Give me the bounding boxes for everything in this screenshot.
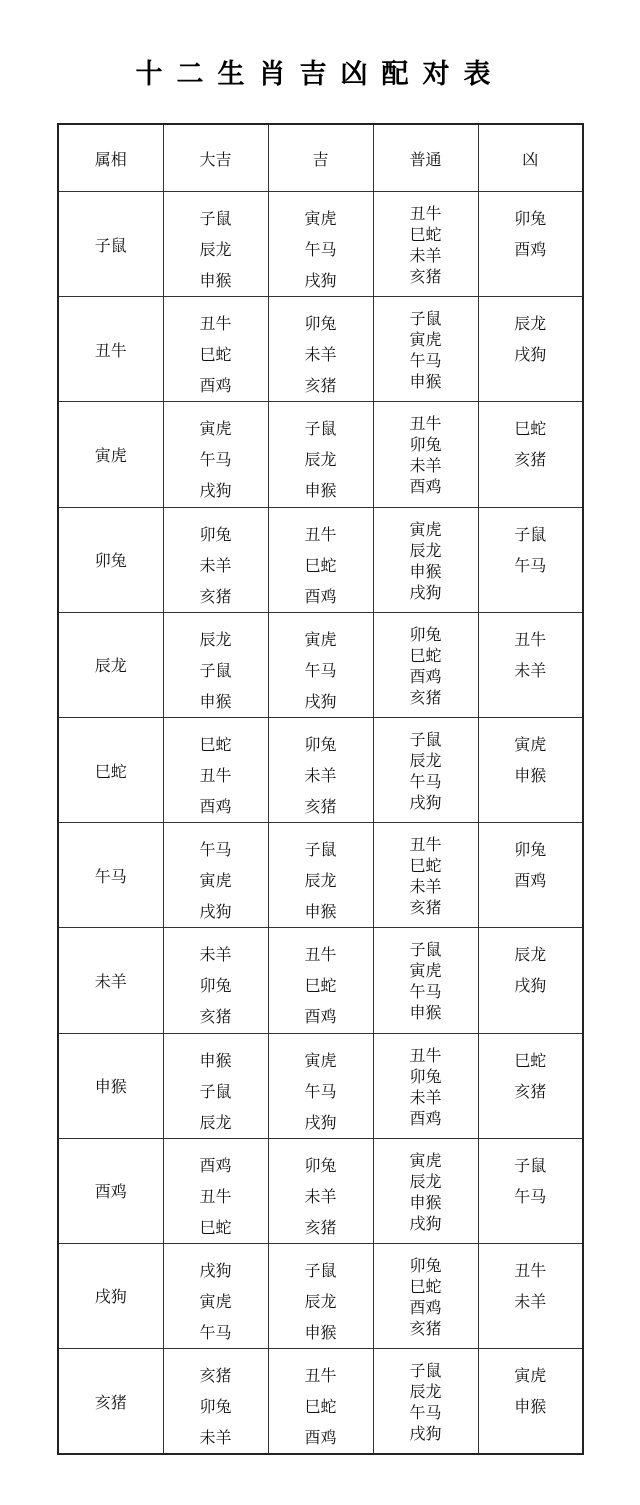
zodiac-entry: 子鼠 bbox=[304, 419, 337, 439]
zodiac-entry: 辰龙 bbox=[304, 1291, 337, 1311]
zodiac-entry: 戌狗 bbox=[199, 1260, 232, 1280]
zodiac-cell: 午马 bbox=[58, 823, 163, 928]
zodiac-entry: 子鼠 bbox=[514, 1155, 547, 1175]
zodiac-entry: 酉鸡 bbox=[514, 240, 547, 259]
zodiac-entry: 午马 bbox=[409, 771, 442, 791]
zodiac-entry: 子鼠 bbox=[409, 940, 442, 960]
zodiac-entry: 午马 bbox=[199, 450, 232, 470]
zodiac-entry: 戌狗 bbox=[199, 902, 232, 922]
zodiac-entry: 申猴 bbox=[199, 1050, 232, 1070]
zodiac-entry: 未羊 bbox=[199, 1428, 232, 1448]
zodiac-entry: 巳蛇 bbox=[409, 225, 442, 244]
zodiac-entry: 戌狗 bbox=[199, 481, 232, 501]
page-title: 十二生肖吉凶配对表 bbox=[135, 59, 505, 90]
neutral-cell bbox=[373, 402, 478, 507]
bad-match-cell bbox=[478, 928, 583, 1033]
good-match-cell bbox=[268, 1243, 373, 1348]
neutral-cell bbox=[373, 717, 478, 822]
zodiac-entry: 亥猪 bbox=[304, 1217, 337, 1237]
zodiac-entry: 未羊 bbox=[199, 555, 232, 575]
zodiac-entry: 辰龙 bbox=[199, 240, 232, 259]
bad-match-cell bbox=[478, 1138, 583, 1243]
zodiac-entry: 丑牛 bbox=[304, 524, 337, 544]
zodiac-entry: 子鼠 bbox=[199, 209, 232, 228]
bad-match-cell bbox=[478, 612, 583, 717]
zodiac-entry: 未羊 bbox=[514, 1291, 547, 1311]
zodiac-entry: 子鼠 bbox=[304, 840, 337, 860]
zodiac-entry: 未羊 bbox=[304, 1186, 337, 1206]
bad-match-cell bbox=[478, 192, 583, 297]
zodiac-entry: 亥猪 bbox=[199, 1366, 232, 1386]
bad-match-cell bbox=[478, 1243, 583, 1348]
zodiac-entry: 亥猪 bbox=[199, 1007, 232, 1027]
zodiac-cell: 戌狗 bbox=[58, 1243, 163, 1348]
neutral-cell bbox=[373, 297, 478, 402]
zodiac-entry: 辰龙 bbox=[409, 1382, 442, 1402]
zodiac-entry: 亥猪 bbox=[304, 376, 337, 396]
zodiac-entry: 戌狗 bbox=[409, 1424, 442, 1444]
good-match-cell bbox=[268, 402, 373, 507]
zodiac-entry: 酉鸡 bbox=[409, 477, 442, 497]
zodiac-entry: 卯兔 bbox=[409, 435, 442, 455]
zodiac-entry: 辰龙 bbox=[304, 450, 337, 470]
zodiac-entry: 酉鸡 bbox=[304, 1428, 337, 1448]
good-match-cell bbox=[268, 717, 373, 822]
zodiac-entry: 午马 bbox=[514, 555, 547, 575]
table-row bbox=[58, 402, 583, 507]
zodiac-entry: 丑牛 bbox=[409, 835, 442, 855]
zodiac-entry: 申猴 bbox=[304, 902, 337, 922]
zodiac-entry: 子鼠 bbox=[199, 660, 232, 680]
best-match-cell bbox=[163, 823, 268, 928]
zodiac-entry: 辰龙 bbox=[409, 540, 442, 560]
zodiac-entry: 酉鸡 bbox=[199, 376, 232, 396]
zodiac-entry: 未羊 bbox=[514, 660, 547, 680]
zodiac-entry: 申猴 bbox=[199, 271, 232, 290]
table-row bbox=[58, 1243, 583, 1348]
zodiac-entry: 午马 bbox=[409, 351, 442, 371]
zodiac-cell: 寅虎 bbox=[58, 402, 163, 507]
bad-match-cell bbox=[478, 823, 583, 928]
neutral-cell bbox=[373, 192, 478, 297]
zodiac-entry: 寅虎 bbox=[514, 734, 547, 754]
zodiac-entry: 子鼠 bbox=[199, 1081, 232, 1101]
zodiac-entry: 酉鸡 bbox=[304, 1007, 337, 1027]
bad-match-cell bbox=[478, 297, 583, 402]
zodiac-entry: 卯兔 bbox=[199, 976, 232, 996]
zodiac-entry: 未羊 bbox=[409, 246, 442, 265]
good-match-cell bbox=[268, 928, 373, 1033]
zodiac-entry: 卯兔 bbox=[304, 734, 337, 754]
table-row bbox=[58, 612, 583, 717]
zodiac-entry: 酉鸡 bbox=[199, 796, 232, 816]
zodiac-entry: 申猴 bbox=[514, 1397, 547, 1417]
zodiac-entry: 亥猪 bbox=[514, 450, 547, 470]
neutral-cell bbox=[373, 823, 478, 928]
zodiac-entry: 午马 bbox=[409, 982, 442, 1002]
zodiac-entry: 丑牛 bbox=[199, 1186, 232, 1206]
zodiac-entry: 酉鸡 bbox=[199, 1155, 232, 1175]
zodiac-entry: 午马 bbox=[304, 660, 337, 680]
table-body bbox=[58, 192, 583, 1455]
zodiac-entry: 巳蛇 bbox=[304, 1397, 337, 1417]
good-match-cell bbox=[268, 1033, 373, 1138]
zodiac-entry: 辰龙 bbox=[514, 314, 547, 334]
zodiac-entry: 丑牛 bbox=[514, 1260, 547, 1280]
best-match-cell bbox=[163, 1033, 268, 1138]
neutral-cell bbox=[373, 507, 478, 612]
bad-match-cell bbox=[478, 507, 583, 612]
zodiac-entry: 亥猪 bbox=[304, 796, 337, 816]
zodiac-entry: 戌狗 bbox=[514, 345, 547, 365]
zodiac-entry: 午马 bbox=[514, 1186, 547, 1206]
zodiac-entry: 寅虎 bbox=[304, 1050, 337, 1070]
neutral-cell bbox=[373, 1138, 478, 1243]
zodiac-entry: 寅虎 bbox=[199, 871, 232, 891]
best-match-cell bbox=[163, 192, 268, 297]
good-match-cell bbox=[268, 823, 373, 928]
best-match-cell bbox=[163, 1243, 268, 1348]
best-match-cell bbox=[163, 717, 268, 822]
zodiac-entry: 戌狗 bbox=[304, 1112, 337, 1132]
zodiac-entry: 午马 bbox=[199, 840, 232, 860]
bad-match-cell bbox=[478, 1349, 583, 1455]
zodiac-entry: 辰龙 bbox=[409, 1171, 442, 1191]
zodiac-entry: 巳蛇 bbox=[409, 645, 442, 665]
neutral-cell bbox=[373, 1349, 478, 1455]
best-match-cell bbox=[163, 928, 268, 1033]
zodiac-entry: 丑牛 bbox=[304, 1366, 337, 1386]
table-row bbox=[58, 928, 583, 1033]
zodiac-entry: 卯兔 bbox=[199, 524, 232, 544]
header-good-match: 吉 bbox=[268, 124, 373, 192]
zodiac-entry: 申猴 bbox=[514, 765, 547, 785]
zodiac-cell: 申猴 bbox=[58, 1033, 163, 1138]
zodiac-entry: 卯兔 bbox=[304, 314, 337, 334]
zodiac-entry: 亥猪 bbox=[409, 898, 442, 918]
table-row bbox=[58, 297, 583, 402]
zodiac-entry: 辰龙 bbox=[304, 871, 337, 891]
zodiac-entry: 巳蛇 bbox=[409, 856, 442, 876]
zodiac-cell: 卯兔 bbox=[58, 507, 163, 612]
table-row bbox=[58, 1349, 583, 1455]
zodiac-entry: 寅虎 bbox=[409, 330, 442, 350]
zodiac-entry: 卯兔 bbox=[409, 624, 442, 644]
zodiac-entry: 寅虎 bbox=[199, 1291, 232, 1311]
zodiac-entry: 丑牛 bbox=[199, 314, 232, 334]
header-bad-match: 凶 bbox=[478, 124, 583, 192]
header-neutral: 普通 bbox=[373, 124, 478, 192]
zodiac-entry: 寅虎 bbox=[409, 1150, 442, 1170]
best-match-cell bbox=[163, 402, 268, 507]
zodiac-entry: 申猴 bbox=[409, 1003, 442, 1023]
zodiac-entry: 亥猪 bbox=[514, 1081, 547, 1101]
zodiac-entry: 丑牛 bbox=[514, 629, 547, 649]
zodiac-entry: 子鼠 bbox=[304, 1260, 337, 1280]
zodiac-entry: 丑牛 bbox=[409, 204, 442, 223]
zodiac-entry: 申猴 bbox=[409, 1192, 442, 1212]
table-row bbox=[58, 1033, 583, 1138]
zodiac-entry: 辰龙 bbox=[199, 1112, 232, 1132]
neutral-cell bbox=[373, 1243, 478, 1348]
zodiac-entry: 巳蛇 bbox=[199, 345, 232, 365]
zodiac-entry: 申猴 bbox=[304, 481, 337, 501]
zodiac-cell: 子鼠 bbox=[58, 192, 163, 297]
zodiac-entry: 戌狗 bbox=[409, 792, 442, 812]
zodiac-entry: 巳蛇 bbox=[199, 734, 232, 754]
zodiac-entry: 未羊 bbox=[304, 765, 337, 785]
zodiac-cell: 辰龙 bbox=[58, 612, 163, 717]
zodiac-entry: 亥猪 bbox=[409, 1318, 442, 1338]
zodiac-entry: 巳蛇 bbox=[514, 1050, 547, 1070]
table-row bbox=[58, 1138, 583, 1243]
zodiac-entry: 未羊 bbox=[199, 945, 232, 965]
zodiac-entry: 亥猪 bbox=[199, 586, 232, 606]
zodiac-entry: 寅虎 bbox=[514, 1366, 547, 1386]
zodiac-entry: 辰龙 bbox=[409, 750, 442, 770]
best-match-cell bbox=[163, 1349, 268, 1455]
table-header-row bbox=[58, 124, 583, 192]
zodiac-entry: 丑牛 bbox=[199, 765, 232, 785]
zodiac-entry: 卯兔 bbox=[409, 1066, 442, 1086]
header-zodiac: 属相 bbox=[58, 124, 163, 192]
zodiac-entry: 申猴 bbox=[304, 1322, 337, 1342]
bad-match-cell bbox=[478, 1033, 583, 1138]
zodiac-entry: 午马 bbox=[409, 1403, 442, 1423]
zodiac-entry: 午马 bbox=[304, 1081, 337, 1101]
zodiac-entry: 巳蛇 bbox=[304, 555, 337, 575]
zodiac-entry: 子鼠 bbox=[409, 1361, 442, 1381]
good-match-cell bbox=[268, 507, 373, 612]
zodiac-entry: 酉鸡 bbox=[409, 1108, 442, 1128]
good-match-cell bbox=[268, 192, 373, 297]
zodiac-entry: 寅虎 bbox=[409, 961, 442, 981]
zodiac-entry: 申猴 bbox=[409, 372, 442, 392]
zodiac-entry: 巳蛇 bbox=[409, 1276, 442, 1296]
table-row bbox=[58, 823, 583, 928]
zodiac-entry: 亥猪 bbox=[409, 267, 442, 286]
zodiac-entry: 巳蛇 bbox=[514, 419, 547, 439]
zodiac-entry: 酉鸡 bbox=[409, 666, 442, 686]
bad-match-cell bbox=[478, 717, 583, 822]
zodiac-entry: 卯兔 bbox=[304, 1155, 337, 1175]
zodiac-entry: 卯兔 bbox=[199, 1397, 232, 1417]
good-match-cell bbox=[268, 297, 373, 402]
zodiac-entry: 酉鸡 bbox=[409, 1297, 442, 1317]
zodiac-entry: 未羊 bbox=[304, 345, 337, 365]
zodiac-entry: 丑牛 bbox=[409, 414, 442, 434]
good-match-cell bbox=[268, 612, 373, 717]
zodiac-entry: 戌狗 bbox=[409, 1213, 442, 1233]
zodiac-entry: 未羊 bbox=[409, 456, 442, 476]
good-match-cell bbox=[268, 1349, 373, 1455]
zodiac-entry: 辰龙 bbox=[199, 629, 232, 649]
zodiac-entry: 酉鸡 bbox=[304, 586, 337, 606]
best-match-cell bbox=[163, 1138, 268, 1243]
neutral-cell bbox=[373, 1033, 478, 1138]
zodiac-entry: 子鼠 bbox=[514, 524, 547, 544]
zodiac-entry: 午马 bbox=[199, 1322, 232, 1342]
zodiac-cell: 未羊 bbox=[58, 928, 163, 1033]
zodiac-entry: 巳蛇 bbox=[304, 976, 337, 996]
zodiac-entry: 戌狗 bbox=[409, 582, 442, 602]
best-match-cell bbox=[163, 507, 268, 612]
zodiac-entry: 戌狗 bbox=[304, 691, 337, 711]
zodiac-entry: 未羊 bbox=[409, 877, 442, 897]
table-row bbox=[58, 192, 583, 297]
best-match-cell bbox=[163, 612, 268, 717]
table-row bbox=[58, 717, 583, 822]
bad-match-cell bbox=[478, 402, 583, 507]
zodiac-entry: 寅虎 bbox=[199, 419, 232, 439]
zodiac-cell: 巳蛇 bbox=[58, 717, 163, 822]
zodiac-entry: 未羊 bbox=[409, 1087, 442, 1107]
compatibility-table bbox=[57, 123, 584, 1455]
zodiac-entry: 申猴 bbox=[409, 561, 442, 581]
zodiac-entry: 巳蛇 bbox=[199, 1217, 232, 1237]
table-row bbox=[58, 507, 583, 612]
zodiac-entry: 戌狗 bbox=[304, 271, 337, 290]
zodiac-entry: 子鼠 bbox=[409, 309, 442, 329]
zodiac-cell: 丑牛 bbox=[58, 297, 163, 402]
neutral-cell bbox=[373, 928, 478, 1033]
zodiac-cell: 亥猪 bbox=[58, 1349, 163, 1455]
zodiac-entry: 寅虎 bbox=[409, 519, 442, 539]
best-match-cell bbox=[163, 297, 268, 402]
zodiac-entry: 丑牛 bbox=[409, 1045, 442, 1065]
zodiac-entry: 寅虎 bbox=[304, 209, 337, 228]
zodiac-entry: 寅虎 bbox=[304, 629, 337, 649]
zodiac-entry: 戌狗 bbox=[514, 976, 547, 996]
neutral-cell bbox=[373, 612, 478, 717]
good-match-cell bbox=[268, 1138, 373, 1243]
zodiac-entry: 卯兔 bbox=[514, 840, 547, 860]
zodiac-entry: 卯兔 bbox=[409, 1255, 442, 1275]
zodiac-entry: 酉鸡 bbox=[514, 871, 547, 891]
zodiac-entry: 卯兔 bbox=[514, 209, 547, 228]
header-best-match: 大吉 bbox=[163, 124, 268, 192]
zodiac-entry: 子鼠 bbox=[409, 729, 442, 749]
zodiac-cell: 酉鸡 bbox=[58, 1138, 163, 1243]
zodiac-entry: 辰龙 bbox=[514, 945, 547, 965]
zodiac-entry: 丑牛 bbox=[304, 945, 337, 965]
zodiac-entry: 亥猪 bbox=[409, 687, 442, 707]
zodiac-entry: 申猴 bbox=[199, 691, 232, 711]
zodiac-entry: 午马 bbox=[304, 240, 337, 259]
